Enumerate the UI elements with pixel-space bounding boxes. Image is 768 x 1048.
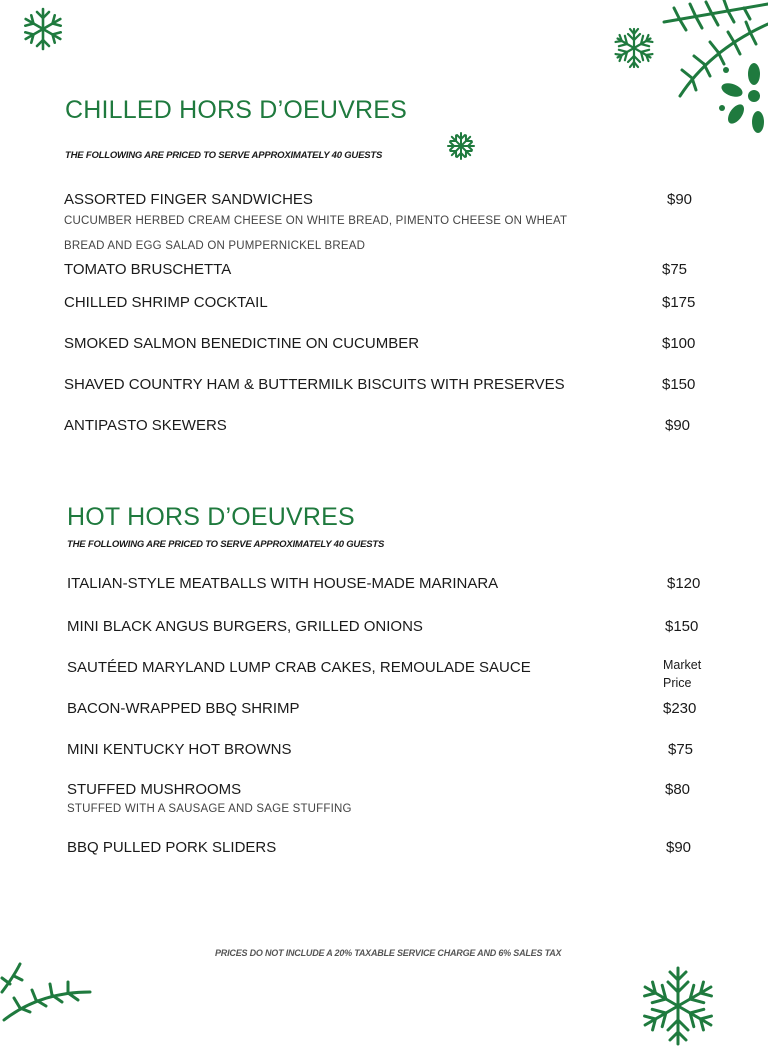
snowflake-icon [20, 6, 66, 52]
footer-note: PRICES DO NOT INCLUDE A 20% TAXABLE SERVICE CHARGE AND 6% SALES TAX [215, 948, 562, 958]
hot-note: THE FOLLOWING ARE PRICED TO SERVE APPROXIMATELY 40 GUESTS [67, 539, 385, 550]
menu-item-price: $90 [667, 191, 693, 208]
snowflake-icon [612, 26, 656, 70]
menu-item-description: STUFFED WITH A SAUSAGE AND SAGE STUFFING [67, 803, 352, 815]
chilled-heading: CHILLED HORS D’OEUVRES [65, 96, 407, 124]
menu-item-price: $230 [663, 700, 697, 717]
pine-branch-icon [0, 962, 92, 1024]
menu-item-price: $150 [662, 376, 696, 393]
menu-item-price: $90 [666, 839, 692, 856]
menu-item-name: MINI BLACK ANGUS BURGERS, GRILLED ONIONS [67, 618, 423, 635]
menu-item-description: CUCUMBER HERBED CREAM CHEESE ON WHITE BREAD, PIMENTO CHEESE ON WHEAT [64, 215, 568, 227]
hot-heading: HOT HORS D’OEUVRES [67, 503, 355, 531]
menu-item-price: $75 [668, 741, 694, 758]
menu-item-name: SHAVED COUNTRY HAM & BUTTERMILK BISCUITS WITH PRESERVES [64, 376, 565, 393]
menu-item-name: TOMATO BRUSCHETTA [64, 261, 232, 278]
menu-item-price: $90 [665, 417, 691, 434]
snowflake-icon [636, 964, 720, 1048]
berry-flower-icon [718, 60, 768, 138]
menu-item-name: CHILLED SHRIMP COCKTAIL [64, 294, 268, 311]
menu-item-price: $75 [662, 261, 688, 278]
menu-item-price: $120 [667, 575, 701, 592]
menu-item-name: BBQ PULLED PORK SLIDERS [67, 839, 277, 856]
menu-item-price: $100 [662, 335, 696, 352]
price-line: Market [663, 658, 702, 672]
menu-item-name: SAUTÉED MARYLAND LUMP CRAB CAKES, REMOULADE SAUCE [67, 659, 531, 676]
menu-item-name: STUFFED MUSHROOMS [67, 781, 242, 798]
snowflake-icon [446, 131, 476, 161]
menu-item-name: MINI KENTUCKY HOT BROWNS [67, 741, 292, 758]
menu-item-name: BACON-WRAPPED BBQ SHRIMP [67, 700, 300, 717]
menu-item-description: BREAD AND EGG SALAD ON PUMPERNICKEL BREAD [64, 240, 366, 252]
menu-item-name: SMOKED SALMON BENEDICTINE ON CUCUMBER [64, 335, 420, 352]
price-line: Price [663, 676, 692, 690]
chilled-note: THE FOLLOWING ARE PRICED TO SERVE APPROXIMATELY 40 GUESTS [65, 150, 383, 161]
menu-item-name: ASSORTED FINGER SANDWICHES [64, 191, 313, 208]
menu-item-price: $150 [665, 618, 699, 635]
menu-item-price [663, 656, 701, 692]
menu-item-name: ANTIPASTO SKEWERS [64, 417, 227, 434]
menu-item-price: $80 [665, 781, 691, 798]
menu-item-name: ITALIAN-STYLE MEATBALLS WITH HOUSE-MADE MARINARA [67, 575, 499, 592]
menu-item-price: $175 [662, 294, 696, 311]
